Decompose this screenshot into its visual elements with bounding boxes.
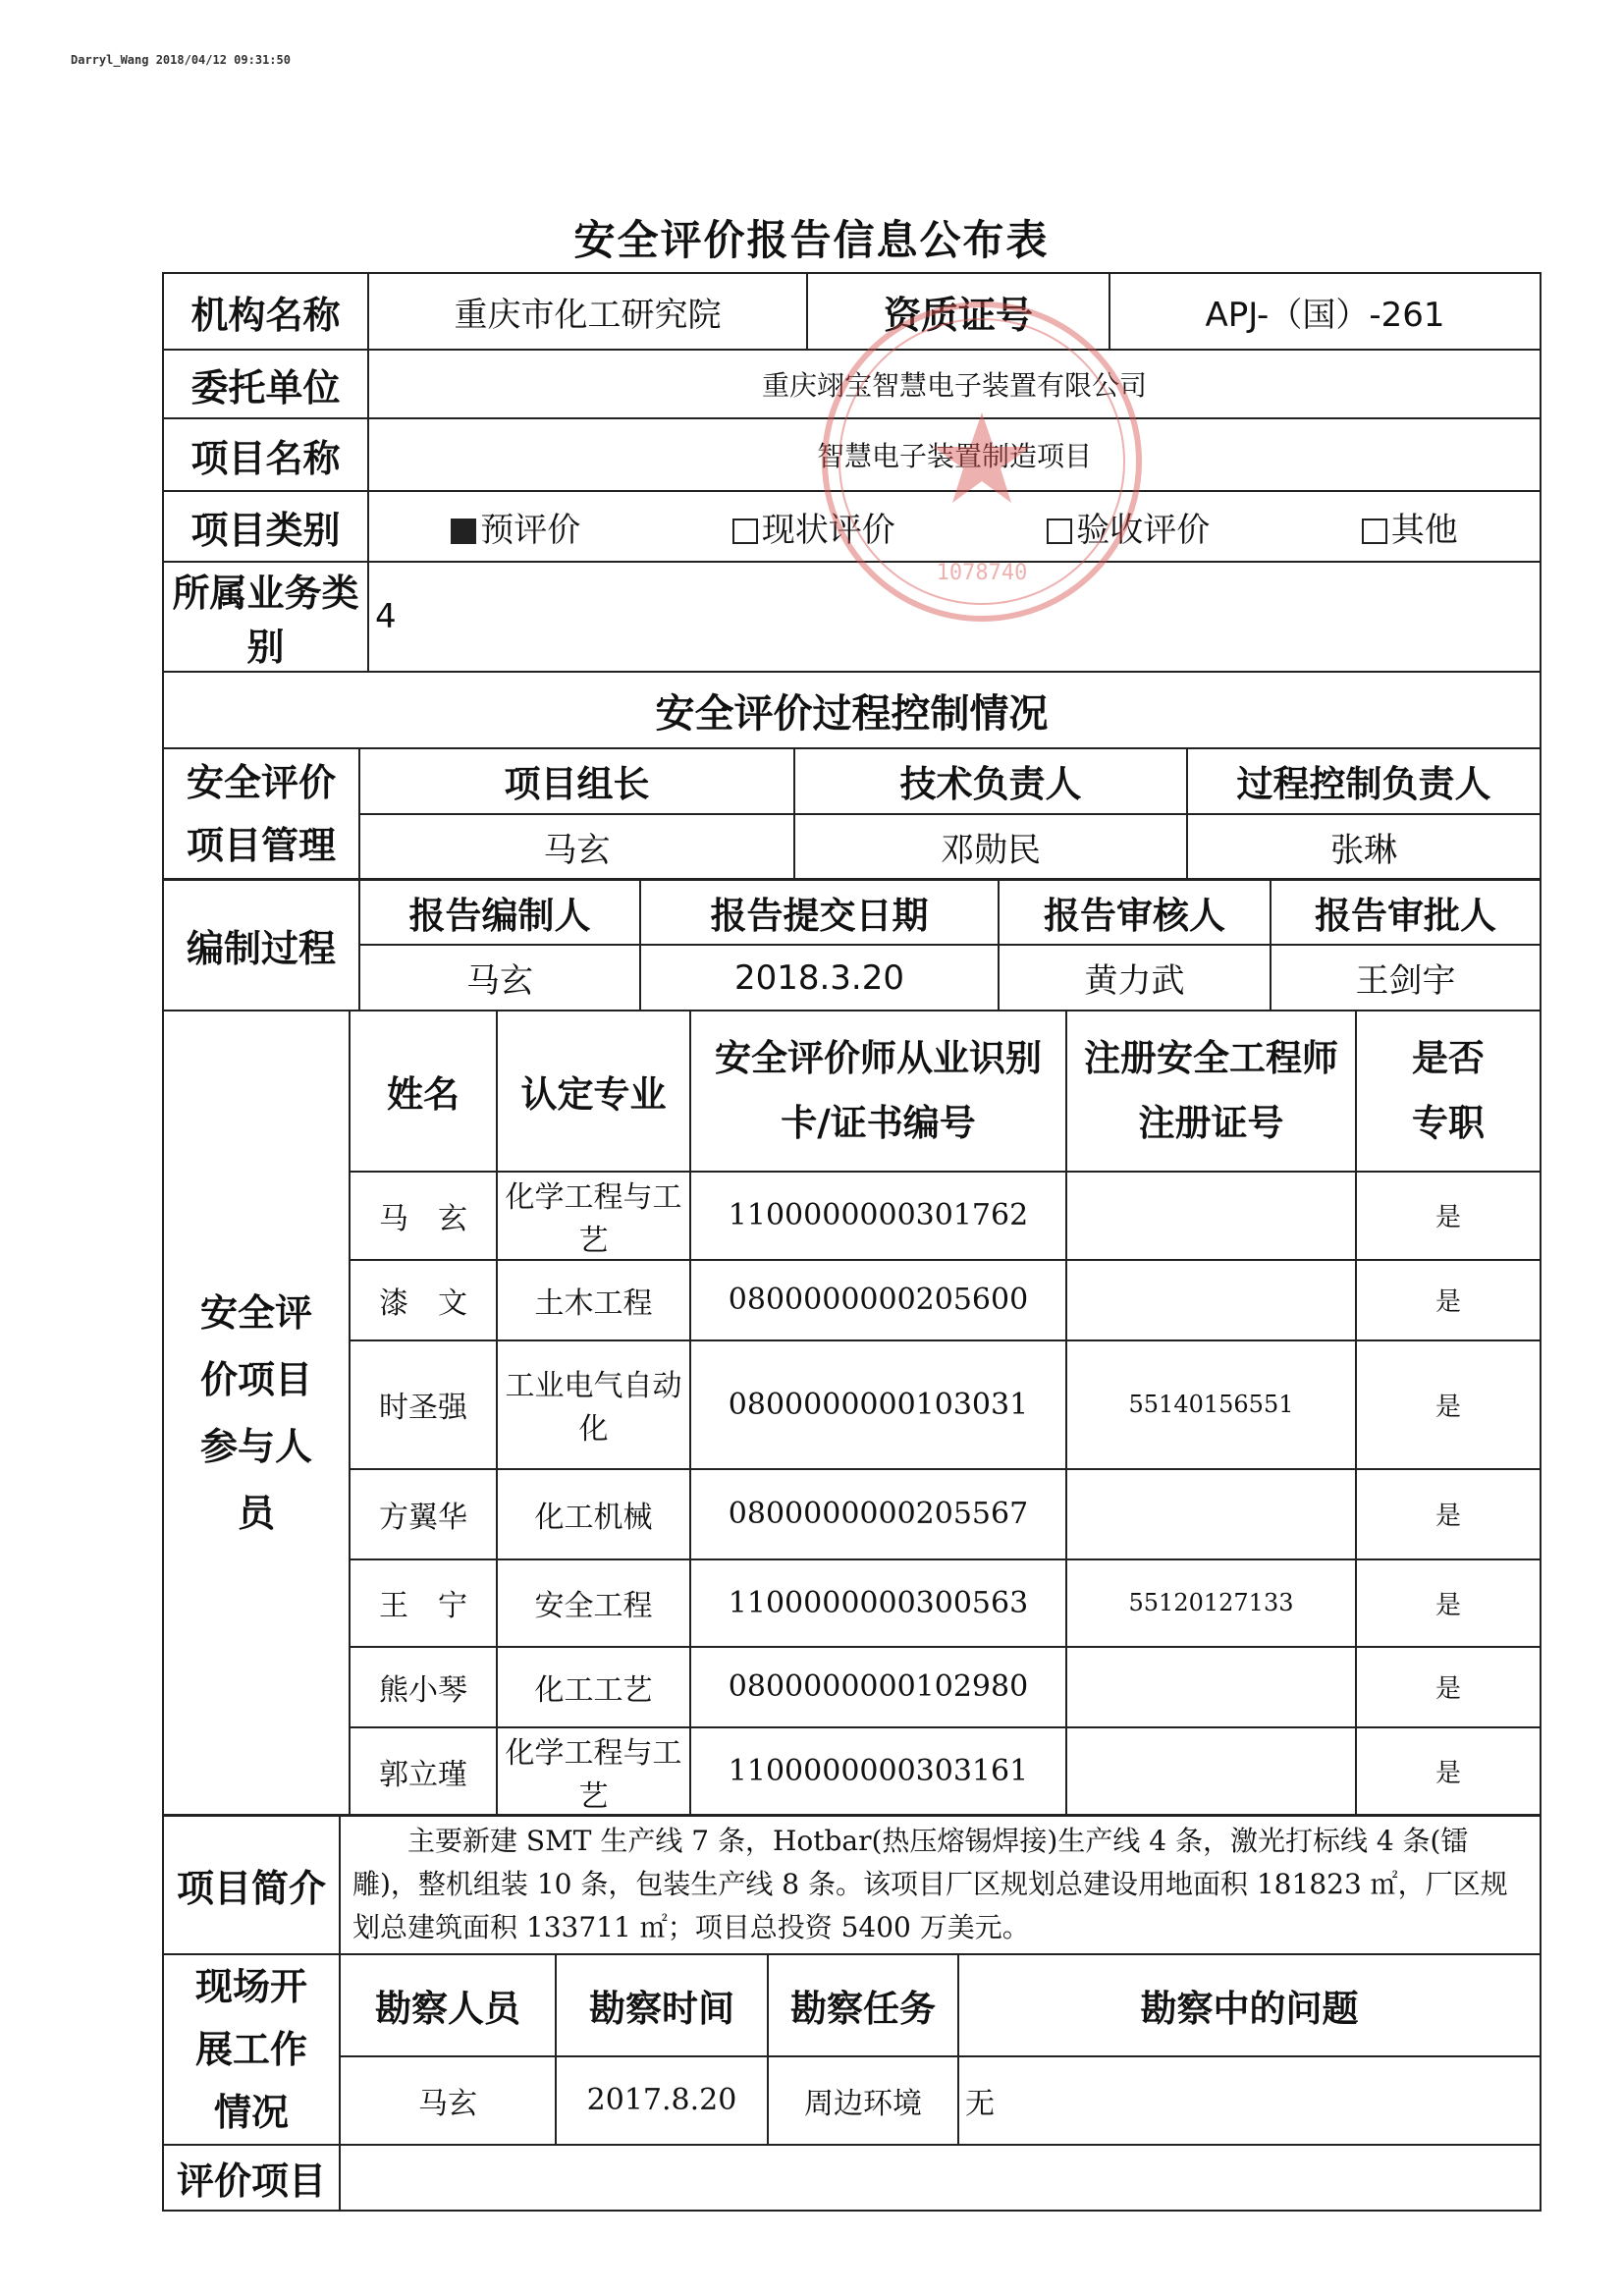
table-row <box>163 1727 1541 1816</box>
management-value: 邓勋民 <box>794 814 1187 880</box>
person-card-number: 1100000000303161 <box>690 1727 1066 1816</box>
personnel-table <box>162 1010 1542 1817</box>
person-name: 漆 文 <box>350 1260 497 1340</box>
svg-text:1078740: 1078740 <box>936 561 1028 585</box>
eval-items-label: 评价项目 <box>163 2145 340 2211</box>
checkbox-icon[interactable] <box>451 519 476 544</box>
category-option[interactable] <box>1362 503 1458 551</box>
checkbox-icon[interactable] <box>1362 519 1387 544</box>
site-table <box>162 1953 1542 2212</box>
personnel-header: 是否专职 <box>1356 1011 1541 1172</box>
person-name: 熊小琴 <box>350 1647 497 1727</box>
person-fulltime: 是 <box>1356 1559 1541 1647</box>
management-table <box>162 747 1542 881</box>
personnel-header: 认定专业 <box>497 1011 690 1172</box>
basic-info <box>162 272 1542 749</box>
person-name: 方翼华 <box>350 1469 497 1559</box>
client-label: 委托单位 <box>163 350 368 418</box>
personnel-label: 安全评价项目参与人员 <box>163 1011 350 1816</box>
category-option-label: 现状评价 <box>761 510 895 550</box>
person-fulltime: 是 <box>1356 1727 1541 1816</box>
compile-table <box>162 878 1542 1011</box>
category-option[interactable] <box>1047 503 1210 551</box>
person-major: 工业电气自动化 <box>497 1340 690 1469</box>
cert-label: 资质证号 <box>807 273 1109 350</box>
management-label: 安全评价项目管理 <box>163 748 359 880</box>
table-row <box>163 1260 1541 1340</box>
person-reg-number <box>1066 1172 1356 1260</box>
person-name: 王 宁 <box>350 1559 497 1647</box>
category-option[interactable] <box>451 503 580 551</box>
person-fulltime: 是 <box>1356 1647 1541 1727</box>
project-label: 项目名称 <box>163 418 368 491</box>
person-major: 化学工程与工艺 <box>497 1727 690 1816</box>
person-card-number: 0800000000102980 <box>690 1647 1066 1727</box>
site-header: 勘察中的问题 <box>958 1954 1541 2057</box>
compile-value: 2018.3.20 <box>640 945 999 1011</box>
category-option-label: 其他 <box>1390 510 1458 550</box>
personnel-header: 姓名 <box>350 1011 497 1172</box>
person-name: 时圣强 <box>350 1340 497 1469</box>
person-major: 化学工程与工艺 <box>497 1172 690 1260</box>
personnel-header: 注册安全工程师注册证号 <box>1066 1011 1356 1172</box>
site-value: 无 <box>958 2056 1541 2144</box>
management-header: 过程控制负责人 <box>1187 748 1541 814</box>
person-major: 安全工程 <box>497 1559 690 1647</box>
site-value: 马玄 <box>340 2056 556 2144</box>
project-value: 智慧电子装置制造项目 <box>368 418 1541 491</box>
person-major: 化工工艺 <box>497 1647 690 1727</box>
personnel-header: 安全评价师从业识别卡/证书编号 <box>690 1011 1066 1172</box>
table-row <box>163 1172 1541 1260</box>
person-fulltime: 是 <box>1356 1469 1541 1559</box>
table-row <box>163 1340 1541 1469</box>
compile-value: 黄力武 <box>999 945 1271 1011</box>
site-header: 勘察人员 <box>340 1954 556 2057</box>
person-name: 郭立瑾 <box>350 1727 497 1816</box>
compile-header: 报告审核人 <box>999 879 1271 945</box>
site-value: 2017.8.20 <box>556 2056 768 2144</box>
person-major: 土木工程 <box>497 1260 690 1340</box>
checkbox-icon[interactable] <box>732 519 758 544</box>
business-label: 所属业务类别 <box>163 562 368 672</box>
person-fulltime: 是 <box>1356 1340 1541 1469</box>
category-options <box>368 491 1541 562</box>
person-fulltime: 是 <box>1356 1260 1541 1340</box>
info-table <box>162 272 1542 2212</box>
management-header: 项目组长 <box>359 748 794 814</box>
process-title: 安全评价过程控制情况 <box>163 672 1541 748</box>
person-reg-number <box>1066 1647 1356 1727</box>
checkbox-icon[interactable] <box>1047 519 1072 544</box>
intro-table <box>162 1814 1542 1955</box>
scan-header: Darryl_Wang 2018/04/12 09:31:50 <box>71 53 291 67</box>
intro-text: 主要新建 SMT 生产线 7 条，Hotbar(热压熔锡焊接)生产线 4 条，激光打标线 4 条(镭雕)，整机组装 10 条，包装生产线 8 条。该项目厂区规划总建设用地面积 181823 ㎡，厂区规划总建筑面积 133711 ㎡；项目总投资 5400 万美元。 <box>340 1815 1541 1954</box>
compile-header: 报告编制人 <box>359 879 640 945</box>
site-label: 现场开展工作情况 <box>163 1954 340 2145</box>
person-reg-number <box>1066 1469 1356 1559</box>
page-title: 安全评价报告信息公布表 <box>573 216 1050 264</box>
person-fulltime: 是 <box>1356 1172 1541 1260</box>
management-header: 技术负责人 <box>794 748 1187 814</box>
management-value: 马玄 <box>359 814 794 880</box>
compile-label: 编制过程 <box>163 879 359 1011</box>
business-value: 4 <box>368 562 1541 672</box>
org-value: 重庆市化工研究院 <box>368 273 807 350</box>
person-card-number: 0800000000205600 <box>690 1260 1066 1340</box>
org-label: 机构名称 <box>163 273 368 350</box>
category-label: 项目类别 <box>163 491 368 562</box>
management-value: 张琳 <box>1187 814 1541 880</box>
eval-items-value <box>340 2145 1541 2211</box>
compile-header: 报告审批人 <box>1271 879 1541 945</box>
client-value: 重庆翊宝智慧电子装置有限公司 <box>368 350 1541 418</box>
compile-value: 王剑宇 <box>1271 945 1541 1011</box>
person-name: 马 玄 <box>350 1172 497 1260</box>
table-row <box>163 1559 1541 1647</box>
compile-header: 报告提交日期 <box>640 879 999 945</box>
site-header: 勘察任务 <box>768 1954 958 2057</box>
person-card-number: 0800000000205567 <box>690 1469 1066 1559</box>
cert-value: APJ-（国）-261 <box>1109 273 1541 350</box>
person-reg-number <box>1066 1260 1356 1340</box>
category-option[interactable] <box>732 503 895 551</box>
person-reg-number: 55140156551 <box>1066 1340 1356 1469</box>
site-header: 勘察时间 <box>556 1954 768 2057</box>
person-card-number: 1100000000300563 <box>690 1559 1066 1647</box>
site-value: 周边环境 <box>768 2056 958 2144</box>
person-reg-number <box>1066 1727 1356 1816</box>
table-row <box>163 1469 1541 1559</box>
category-option-label: 预评价 <box>480 510 581 550</box>
person-reg-number: 55120127133 <box>1066 1559 1356 1647</box>
person-card-number: 1100000000301762 <box>690 1172 1066 1260</box>
intro-label: 项目简介 <box>163 1815 340 1954</box>
table-row <box>163 1647 1541 1727</box>
category-option-label: 验收评价 <box>1076 510 1211 550</box>
compile-value: 马玄 <box>359 945 640 1011</box>
person-major: 化工机械 <box>497 1469 690 1559</box>
person-card-number: 0800000000103031 <box>690 1340 1066 1469</box>
